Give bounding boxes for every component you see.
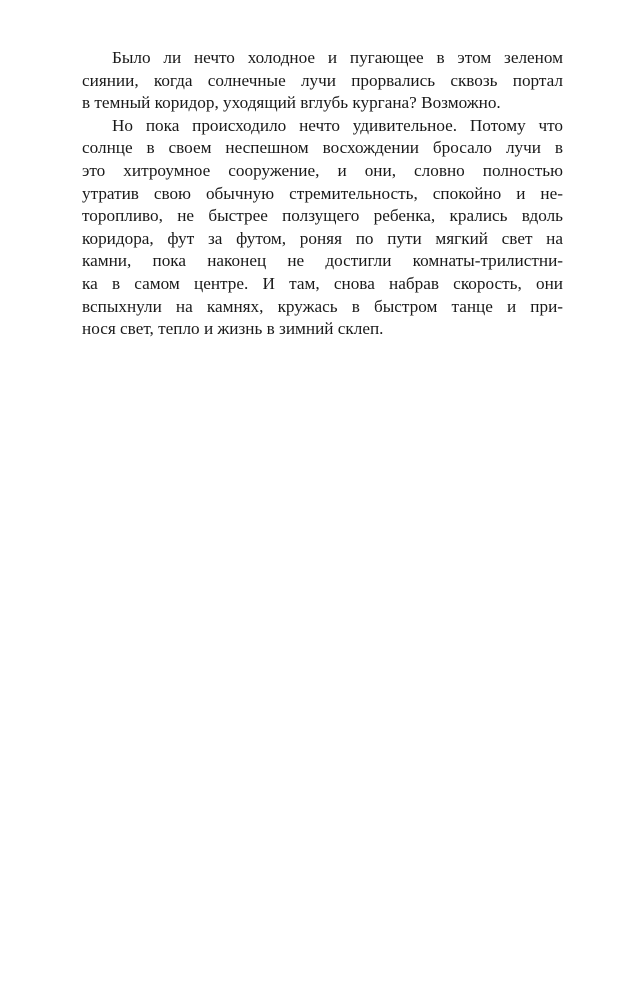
paragraph-2: [82, 115, 563, 341]
text-line: Но пока происходило нечто удивительное. Потому что: [112, 115, 563, 135]
text-line: торопливо, не быстрее ползущего ребенка, крались вдоль: [82, 206, 563, 226]
text-line: Было ли нечто холодное и пугающее в этом зеленом: [112, 48, 563, 67]
body-text: [82, 47, 563, 341]
text-line: в темный коридор, уходящий вглубь кургана? Возможно.: [82, 93, 501, 113]
text-line: сиянии, когда солнечные лучи прорвались сквозь портал: [82, 70, 563, 90]
text-line: вспыхнули на камнях, кружась в быстром танце и при-: [82, 296, 563, 316]
text-line: это хитроумное сооружение, и они, словно полностью: [82, 160, 563, 180]
text-line: камни, пока наконец не достигли комнаты-трилистни-: [82, 251, 563, 271]
text-line: ка в самом центре. И там, снова набрав скорость, они: [82, 273, 563, 293]
text-line: утратив свою обычную стремительность, спокойно и не-: [82, 183, 563, 203]
text-line: нося свет, тепло и жизнь в зимний склеп.: [82, 319, 384, 339]
text-line: солнце в своем неспешном восхождении бросало лучи в: [82, 138, 563, 158]
text-line: коридора, фут за футом, роняя по пути мягкий свет на: [82, 228, 563, 248]
paragraph-1: [82, 47, 563, 115]
